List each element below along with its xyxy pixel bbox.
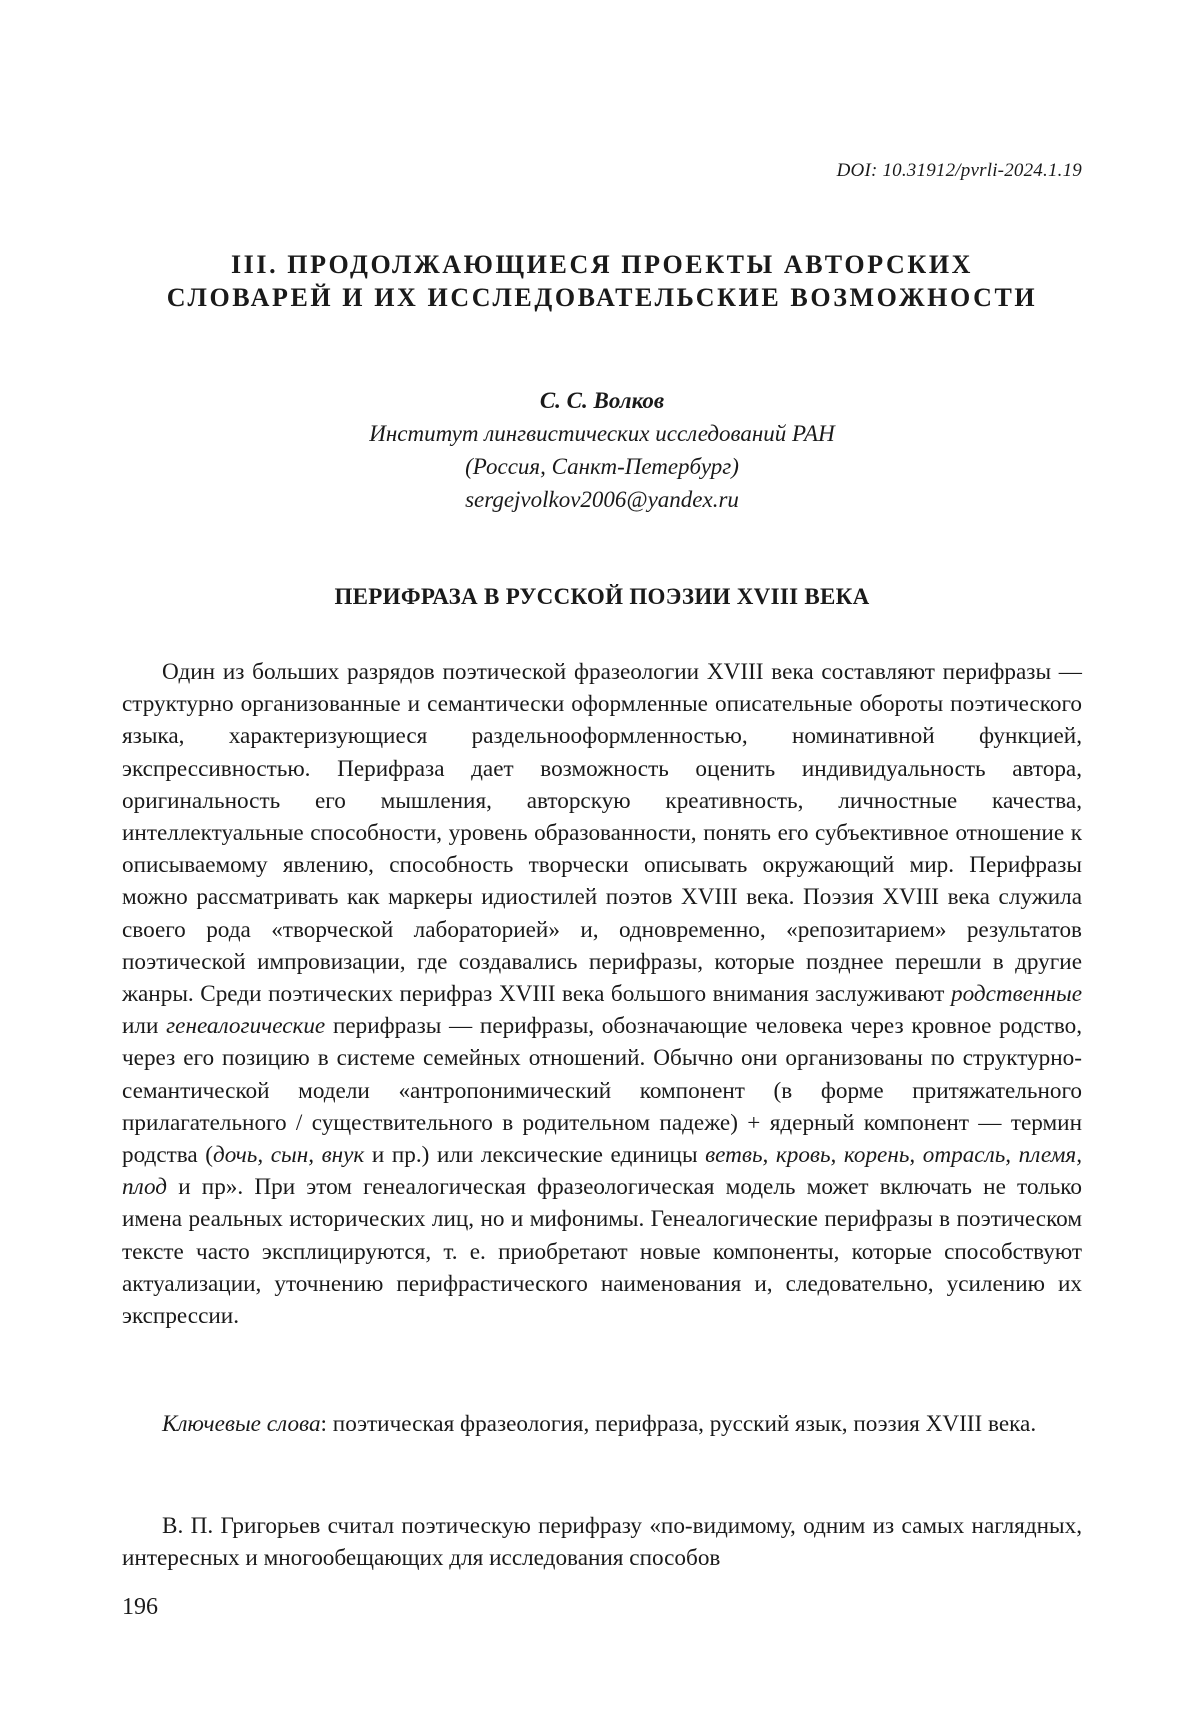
author-email: sergejvolkov2006@yandex.ru [465, 487, 739, 512]
abstract [122, 656, 1082, 1332]
author-affiliation: Институт лингвистических исследований РАН [369, 421, 835, 446]
author-name: С. С. Волков [539, 388, 665, 413]
body-text [122, 1510, 1082, 1574]
abstract-italic-3: дочь, сын, внук [212, 1142, 365, 1169]
keywords-label: Ключевые слова [162, 1411, 321, 1437]
abstract-text-1: Один из больших разрядов поэтической фразеологии XVIII века составляют перифразы — структурно организованные и семантически оформленные описательные обороты поэтического языка, характеризующиеся раздельнооформленностью, номинативной функцией, экспрессивностью. Перифраза дает возможность оценить индивидуальность автора, оригинальность его мышления, авторскую креативность, личностные качества, интеллектуальные способности, уровень образованности, понять его субъективное отношение к описываемому явлению, способность творчески описывать окружающий мир. Перифразы можно рассматривать как маркеры идиостилей поэтов XVIII века. Поэзия XVIII века служила своего рода «творческой лабораторией» и, одновременно, «репозитарием» результатов поэтической импровизации, где создавались перифразы, которые позднее перешли в другие жанры. Среди поэтических перифраз XVIII века большого внимания заслуживают [122, 659, 1082, 1008]
keywords [122, 1408, 1082, 1440]
abstract-text-4: и пр.) или лексические единицы [364, 1142, 706, 1169]
abstract-italic-2: генеалогические [166, 1013, 326, 1040]
article-title: ПЕРИФРАЗА В РУССКОЙ ПОЭЗИИ XVIII ВЕКА [334, 584, 870, 609]
abstract-italic-1: родственные [950, 981, 1082, 1008]
abstract-text-5: и пр». При этом генеалогическая фразеологическая модель может включать не только имена реальных исторических лиц, но и мифонимы. Генеалогические перифразы в поэтическом тексте часто эксплицируются, т. е. приобретают новые компоненты, которые способствуют актуализации, уточнению перифрастического наименования и, следовательно, усилению их экспрессии. [122, 1174, 1082, 1330]
abstract-paragraph [122, 656, 1082, 1332]
doi-reference: DOI: 10.31912/pvrli-2024.1.19 [836, 160, 1082, 181]
page-number: 196 [122, 1594, 158, 1620]
abstract-text-2: или [122, 1013, 167, 1040]
abstract-text-3: перифразы — перифразы, обозначающие человека через кровное родство, через его позицию в системе семейных отношений. Обычно они организованы по структурно-семантической модели «антропонимический компонент (в форме притяжательного прилагательного / существительного в родительном падеже) + ядерный компонент — термин родства ( [122, 1013, 1083, 1169]
keywords-text: : поэтическая фразеология, перифраза, русский язык, поэзия XVIII века. [320, 1411, 1037, 1437]
section-title-line-2: СЛОВАРЕЙ И ИХ ИССЛЕДОВАТЕЛЬСКИЕ ВОЗМОЖНОСТИ [166, 283, 1038, 312]
author-location: (Россия, Санкт-Петербург) [465, 454, 739, 479]
keywords-paragraph [122, 1408, 1082, 1440]
abstract-italic-4: ветвь, кровь, корень, отрасль, племя, плод [122, 1142, 1082, 1201]
section-title [122, 248, 1082, 314]
author-block [122, 384, 1082, 516]
section-title-line-1: III. ПРОДОЛЖАЮЩИЕСЯ ПРОЕКТЫ АВТОРСКИХ [230, 250, 974, 279]
body-paragraph: В. П. Григорьев считал поэтическую перифразу «по-видимому, одним из самых наглядных, интересных и многообещающих для исследования способов [122, 1513, 1082, 1572]
page [122, 0, 1082, 1710]
